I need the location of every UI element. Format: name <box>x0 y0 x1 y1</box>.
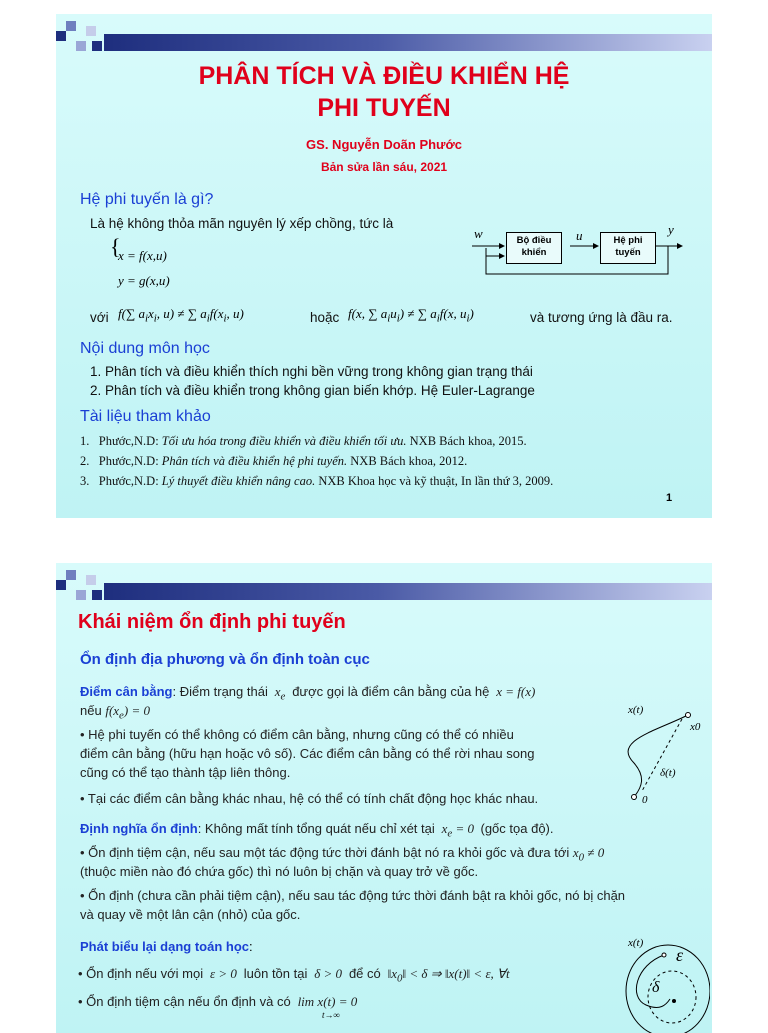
slide-1 <box>56 14 712 518</box>
slide-header-decoration <box>56 563 712 603</box>
output-note: và tương ứng là đầu ra. <box>530 310 673 325</box>
fig-x0-label: x0 <box>690 721 701 733</box>
superposition-formula-2: f(x, ∑ $a_iu_i$) ≠ ∑ $a_if(x$, $u_i$) <box>348 306 474 325</box>
equilibrium-line: Điểm cân bằng: Điểm trạng thái $x_e$ được gọi là điểm cân bằng của hệ x = f(x) <box>80 684 536 703</box>
state-equation: x = f(x,u) <box>118 248 167 263</box>
slide-title-line-2: PHI TUYẾN <box>317 94 451 122</box>
controller-block: Bộ điều khiển <box>506 232 562 264</box>
slide-title-line-1: PHÂN TÍCH VÀ ĐIỀU KHIỂN HỆ <box>198 62 570 90</box>
brace: { <box>110 234 121 259</box>
bullet-1-line-3: cũng có thể tạo thành tập liên thông. <box>80 765 291 780</box>
bullet-3-line-2: (thuộc miền nào đó chứa gốc) thì nó luôn bị chặn và quay trở về gốc. <box>80 864 479 879</box>
edition: Bản sửa lần sáu, 2021 <box>320 160 448 174</box>
content-item-2: 2. Phân tích và điều khiển trong không gian biến khớp. Hệ Euler-Lagrange <box>90 383 535 398</box>
slide-subtitle: Ổn định địa phương và ổn định toàn cục <box>80 651 370 668</box>
fig-origin-label: 0 <box>642 794 648 806</box>
definition-text: Là hệ không thỏa mãn nguyên lý xếp chồng, tức là <box>90 216 394 231</box>
section-heading-what-is: Hệ phi tuyến là gì? <box>80 191 214 208</box>
definition-line: Định nghĩa ổn định: Không mất tính tổng quát nếu chỉ xét tại $x_e = 0$ (gốc tọa độ). <box>80 821 554 840</box>
epsilon-delta-figure <box>614 935 710 1033</box>
fig-delta-t-label: δ(t) <box>660 767 676 779</box>
limit-subscript: t→∞ <box>322 1010 340 1020</box>
stability-math-1: • Ổn định nếu với mọi ε > 0 luôn tồn tại δ > 0 để có $‖x_0‖ < \delta$ ⇒ ‖x(t)‖ < ε, ∀t <box>78 966 510 985</box>
bullet-1-line-2: điểm cân bằng (hữu hạn hoặc vô số). Các điểm cân bằng có thể rời nhau song <box>80 746 535 761</box>
bullet-3-line-1: • Ổn định tiệm cận, nếu sau một tác động tức thời đánh bật nó ra khỏi gốc và đưa tới $x_0 \ne 0$ <box>80 845 605 864</box>
bullet-4-line-1: • Ổn định (chưa cần phải tiệm cận), nếu sau tác động tức thời đánh bật ra khỏi gốc, nó bị chặn <box>80 888 626 903</box>
author: GS. Nguyễn Doãn Phước <box>306 137 462 152</box>
fig-x-t-label: x(t) <box>628 704 644 716</box>
superposition-formula-1: f(∑ $a_ix_i$, u) ≠ ∑ $a_if(x_i$, u) <box>118 306 244 325</box>
output-equation: y = g(x,u) <box>118 273 170 288</box>
slide-2 <box>56 563 712 1033</box>
input-w-label: w <box>474 226 483 241</box>
output-y-label: y <box>668 222 674 237</box>
content-item-1: 1. Phân tích và điều khiển thích nghi bền vững trong không gian trạng thái <box>90 364 533 379</box>
slide-header-decoration <box>56 14 712 54</box>
fig2-epsilon-label: ε <box>676 945 684 965</box>
trajectory-figure <box>616 701 712 811</box>
section-heading-references: Tài liệu tham khảo <box>80 408 211 425</box>
stability-math-2: • Ổn định tiệm cận nếu ổn định và có lim x(t) = 0 <box>78 994 358 1009</box>
bullet-2: • Tại các điểm cân bằng khác nhau, hệ có thể có tính chất động học khác nhau. <box>80 791 539 806</box>
section-heading-content: Nội dung môn học <box>80 340 210 357</box>
plant-block: Hệ phi tuyến <box>600 232 656 264</box>
fig2-delta-label: δ <box>652 979 660 996</box>
reference-2: 2. Phước,N.D: Phân tích và điều khiển hệ phi tuyến. NXB Bách khoa, 2012. <box>80 454 468 468</box>
bullet-4-line-2: và quay về một lân cận (nhỏ) của gốc. <box>80 907 301 922</box>
with-label: với <box>90 310 109 325</box>
equilibrium-condition: nếu $f(x_e) = 0$ <box>80 703 150 722</box>
signal-u-label: u <box>576 228 583 243</box>
math-heading: Phát biểu lại dạng toán học: <box>80 939 253 954</box>
page-number: 1 <box>666 492 673 504</box>
fig2-x-t-label: x(t) <box>628 937 644 949</box>
slide-title: Khái niệm ổn định phi tuyến <box>78 611 346 633</box>
bullet-1-line-1: • Hệ phi tuyến có thể không có điểm cân bằng, nhưng cũng có thể có nhiều <box>80 727 514 742</box>
or-label: hoặc <box>310 310 340 325</box>
reference-3: 3. Phước,N.D: Lý thuyết điều khiển nâng cao. NXB Khoa học và kỹ thuật, In lần thứ 3, 2009. <box>80 474 554 488</box>
reference-1: 1. Phước,N.D: Tối ưu hóa trong điều khiển và điều khiển tối ưu. NXB Bách khoa, 2015. <box>80 434 527 448</box>
